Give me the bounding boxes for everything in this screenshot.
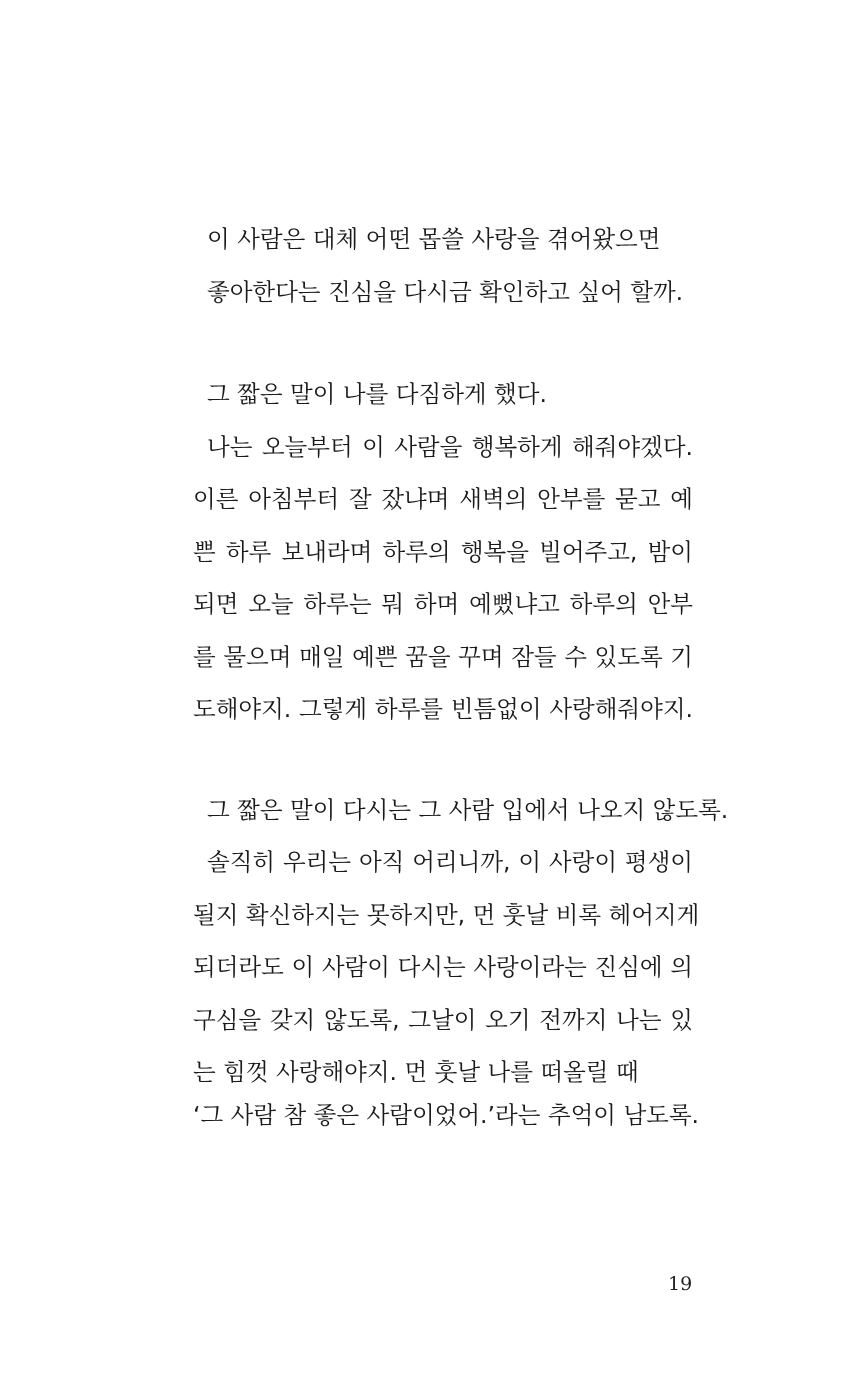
text-line: 되면 오늘 하루는 뭐 하며 예뻤냐고 하루의 안부 [193, 590, 693, 618]
text-line: 이 사람은 대체 어떤 몹쓸 사랑을 겪어왔으면 [207, 225, 661, 253]
page-number: 19 [668, 1273, 693, 1295]
text-line: 될지 확신하지는 못하지만, 먼 훗날 비록 헤어지게 [193, 901, 700, 929]
text-line: ‘그 사람 참 좋은 사람이었어.’라는 추억이 남도록. [193, 1101, 700, 1129]
text-line: 도해야지. 그렇게 하루를 빈틈없이 사랑해줘야지. [193, 695, 693, 723]
text-line: 그 짧은 말이 다시는 그 사람 입에서 나오지 않도록. [207, 796, 729, 824]
text-line: 나는 오늘부터 이 사람을 행복하게 해줘야겠다. [207, 433, 693, 461]
text-line: 구심을 갖지 않도록, 그날이 오기 전까지 나는 있 [193, 1006, 693, 1034]
text-line: 되더라도 이 사람이 다시는 사랑이라는 진심에 의 [193, 953, 693, 981]
text-line: 를 물으며 매일 예쁜 꿈을 꾸며 잠들 수 있도록 기 [193, 643, 693, 671]
text-line: 쁜 하루 보내라며 하루의 행복을 빌어주고, 밤이 [193, 538, 693, 566]
text-line: 이른 아침부터 잘 잤냐며 새벽의 안부를 묻고 예 [193, 485, 693, 513]
text-line: 그 짧은 말이 나를 다짐하게 했다. [207, 380, 547, 408]
text-line: 솔직히 우리는 아직 어리니까, 이 사랑이 평생이 [207, 848, 693, 876]
text-line: 좋아한다는 진심을 다시금 확인하고 싶어 할까. [207, 278, 684, 306]
text-line: 는 힘껏 사랑해야지. 먼 훗날 나를 떠올릴 때 [193, 1058, 639, 1086]
